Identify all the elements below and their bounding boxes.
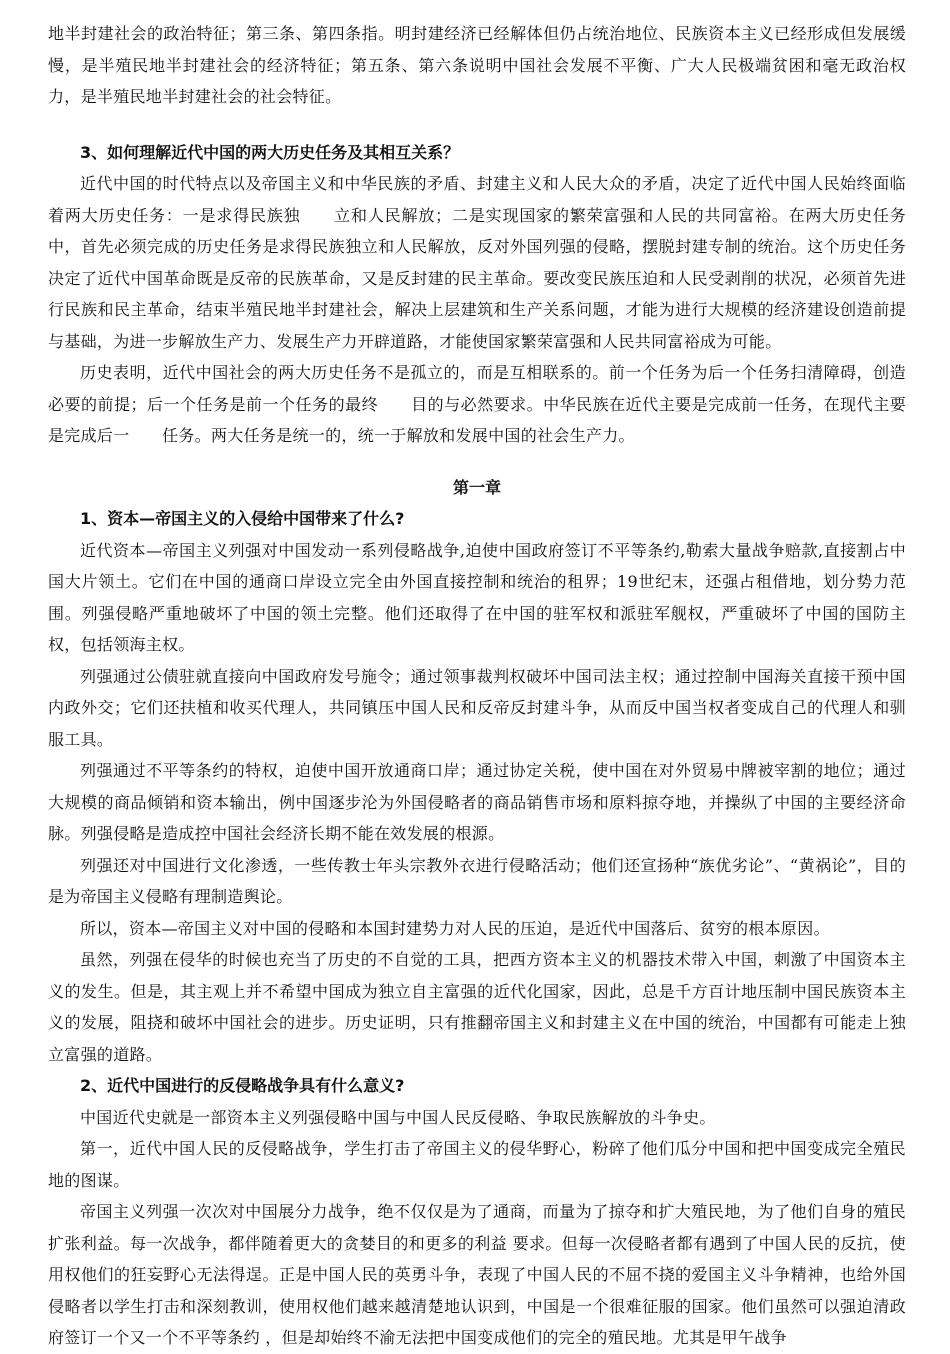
paragraph: 地半封建社会的政治特征；第三条、第四条指。明封建经济已经解体但仍占统治地位、民族资本主义已经形成但发展缓慢，是半殖民地半封建社会的经济特征；第五条、第六条说明中国社会发展不平衡、广大人民极端贫困和毫无政治权力，是半殖民地半封建社会的社会特征。 <box>48 24 906 106</box>
paragraph: 第一，近代中国人民的反侵略战争，学生打击了帝国主义的侵华野心，粉碎了他们瓜分中国和把中国变成完全殖民地的图谋。 <box>48 1139 906 1190</box>
chapter-title: 第一章 <box>452 477 501 497</box>
paragraph: 虽然，列强在侵华的时候也充当了历史的不自觉的工具，把西方资本主义的机器技术带入中国，刺激了中国资本主义的发生。但是，其主观上并不希望中国成为独立自主富强的近代化国家，因此，总是千方百计地压制中国民族资本主义的发展，阻挠和破坏中国社会的进步。历史证明，只有推翻帝国主义和封建主义在中国的统治，中国都有可能走上独立富强的道路。 <box>48 950 906 1064</box>
spacer <box>48 113 906 137</box>
section-heading: 1、资本—帝国主义的入侵给中国带来了什么? <box>80 509 405 528</box>
paragraph: 近代资本—帝国主义列强对中国发动一系列侵略战争,迫使中国政府签订不平等条约,勒索大量战争赔款,直接割占中国大片领土。它们在中国的通商口岸设立完全由外国直接控制和统治的租界；19世纪末，还强占租借地，划分势力范围。列强侵略严重地破坏了中国的领土完整。他们还取得了在中国的驻军权和派驻军舰权，严重破坏了中国的国防主权，包括领海主权。 <box>48 540 906 654</box>
paragraph: 中国近代史就是一部资本主义列强侵略中国与中国人民反侵略、争取民族解放的斗争史。 <box>80 1107 716 1127</box>
paragraph: 列强通过公债驻就直接向中国政府发号施令；通过领事裁判权破坏中国司法主权；通过控制中国海关直接干预中国内政外交；它们还扶植和收买代理人，共同镇压中国人民和反帝反封建斗争，从而反中国当权者变成自己的代理人和驯服工具。 <box>48 666 906 749</box>
paragraph: 列强还对中国进行文化渗透，一些传教士年头宗教外衣进行侵略活动；他们还宣扬种“族优劣论”、“黄祸论”，目的是为帝国主义侵略有理制造舆论。 <box>48 855 906 906</box>
paragraph: 帝国主义列强一次次对中国展分力战争，绝不仅仅是为了通商，而量为了掠夺和扩大殖民地，为了他们自身的殖民扩张利益。每一次战争，都伴随着更大的贪婪目的和更多的利益 要求。但每一次侵略者都有遇到了中国人民的反抗，使用权他们的狂妄野心无法得逞。正是中国人民的英勇斗争，表现了中国人民的不屈不挠的爱国主义斗争精神，也给外国侵略者以学生打击和深刻教训，使用权他们越来越清楚地认识到，中国是一个很难征服的国家。他们虽然可以强迫清政府签订一个又一个不平等条约 ，但是却始终不渝无法把中国变成他们的完全的殖民地。尤其是甲午战争 <box>48 1202 906 1347</box>
paragraph: 列强通过不平等条约的特权，迫使中国开放通商口岸；通过协定关税，使中国在对外贸易中牌被宰割的地位；通过大规模的商品倾销和资本输出，例中国逐步沦为外国侵略者的商品销售市场和原料掠夺地，并操纵了中国的主要经济命脉。列强侵略是造成控中国社会经济长期不能在效发展的根源。 <box>48 761 906 843</box>
document-page <box>48 18 906 1354</box>
spacer <box>48 452 906 472</box>
paragraph: 所以，资本—帝国主义对中国的侵略和本国封建势力对人民的压迫，是近代中国落后、贫穷的根本原因。 <box>80 918 830 938</box>
paragraph: 历史表明，近代中国社会的两大历史任务不是孤立的，而是互相联系的。前一个任务为后一个任务扫清障碍，创造必要的前提；后一个任务是前一个任务的最终 目的与必然要求。中华民族在近代主要是完成前一任务，在现代主要是完成后一 任务。两大任务是统一的，统一于解放和发展中国的社会生产力。 <box>48 363 906 445</box>
section-heading: 3、如何理解近代中国的两大历史任务及其相互关系？ <box>80 142 460 162</box>
section-heading: 2、近代中国进行的反侵略战争具有什么意义? <box>80 1076 405 1095</box>
paragraph: 近代中国的时代特点以及帝国主义和中华民族的矛盾、封建主义和人民大众的矛盾，决定了近代中国人民始终面临着两大历史任务：一是求得民族独 立和人民解放；二是实现国家的繁荣富强和人民的共同富裕。在两大历史任务中，首先必须完成的历史任务是求得民族独立和人民解放，反对外国列强的侵略，摆脱封建专制的统治。这个历史任务决定了近代中国革命既是反帝的民族革命，又是反封建的民主革命。要改变民族压迫和人民受剥削的状况，必须首先进行民族和民主革命，结束半殖民地半封建社会，解决上层建筑和生产关系问题，才能为进行大规模的经济建设创造前提与基础，为进一步解放生产力、发展生产力开辟道路，才能使国家繁荣富强和人民共同富裕成为可能。 <box>48 174 906 351</box>
